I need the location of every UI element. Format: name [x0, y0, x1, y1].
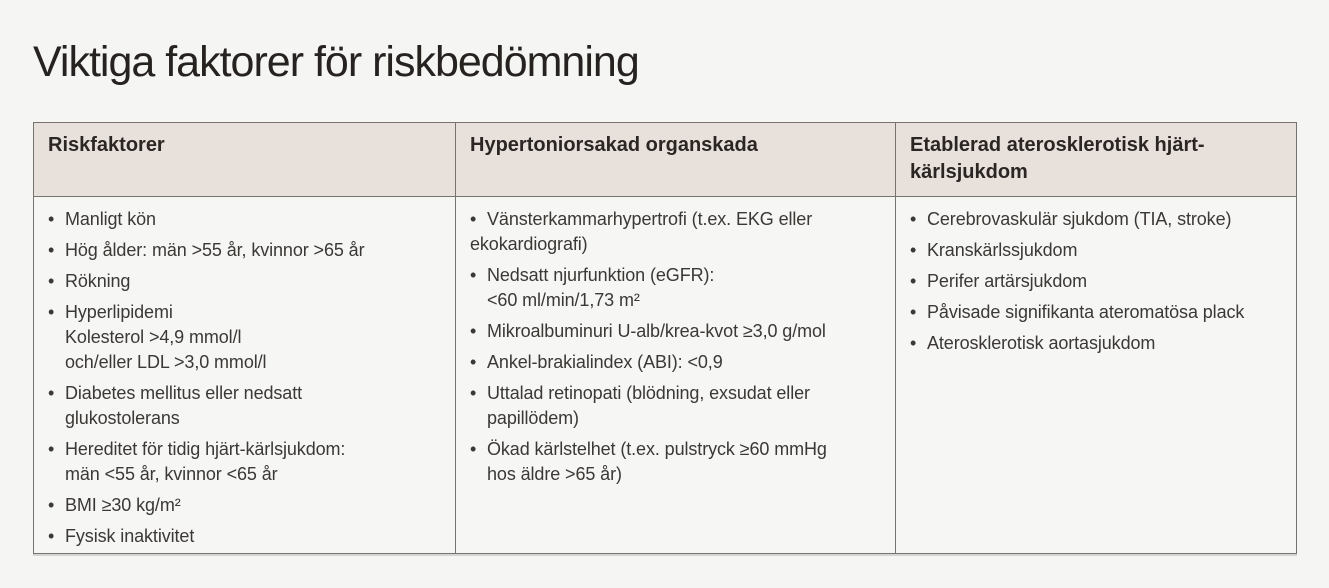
table-header-row	[34, 123, 1297, 197]
organ-damage-list	[470, 207, 890, 487]
list-item: • Fysisk inaktivitet	[48, 524, 450, 549]
table-body-row	[34, 197, 1297, 554]
list-item: • Kranskärlssjukdom	[910, 238, 1291, 263]
list-item: • Uttalad retinopati (blödning, exsudat eller papillödem)	[470, 381, 890, 431]
column-header-riskfaktorer: Riskfaktorer	[34, 123, 456, 197]
cardiovascular-disease-list	[910, 207, 1291, 356]
list-item: • Rökning	[48, 269, 450, 294]
page-title: Viktiga faktorer för riskbedömning	[33, 38, 639, 86]
list-item: • BMI ≥30 kg/m²	[48, 493, 450, 518]
column-header-hypertoniorsakad-organskada: Hypertoniorsakad organskada	[456, 123, 896, 197]
list-item: • Diabetes mellitus eller nedsatt glukostolerans	[48, 381, 450, 431]
list-item: • Manligt kön	[48, 207, 450, 232]
list-item: • Hög ålder: män >55 år, kvinnor >65 år	[48, 238, 450, 263]
list-item: • Påvisade signifikanta ateromatösa plack	[910, 300, 1291, 325]
list-item: • Nedsatt njurfunktion (eGFR): <60 ml/min/1,73 m²	[470, 263, 890, 313]
risk-factor-list	[48, 207, 450, 549]
list-item: • Cerebrovaskulär sjukdom (TIA, stroke)	[910, 207, 1291, 232]
list-item: • Mikroalbuminuri U-alb/krea-kvot ≥3,0 g/mol	[470, 319, 890, 344]
list-item: • Aterosklerotisk aortasjukdom	[910, 331, 1291, 356]
cell-hjart-karlsjukdom	[896, 197, 1297, 554]
list-item: • Perifer artärsjukdom	[910, 269, 1291, 294]
cell-organskada	[456, 197, 896, 554]
list-item: • Ökad kärlstelhet (t.ex. pulstryck ≥60 mmHg hos äldre >65 år)	[470, 437, 890, 487]
list-item: • Hyperlipidemi Kolesterol >4,9 mmol/l och/eller LDL >3,0 mmol/l	[48, 300, 450, 375]
list-item: • Hereditet för tidig hjärt-kärlsjukdom: män <55 år, kvinnor <65 år	[48, 437, 450, 487]
list-item: • Vänsterkammarhypertrofi (t.ex. EKG eller ekokardiografi)	[470, 207, 890, 257]
list-item: • Ankel-brakialindex (ABI): <0,9	[470, 350, 890, 375]
risk-factor-table	[33, 122, 1297, 554]
cell-riskfaktorer	[34, 197, 456, 554]
column-header-etablerad-aterosklerotisk: Etablerad aterosklerotisk hjärt-kärlsjukdom	[896, 123, 1297, 197]
